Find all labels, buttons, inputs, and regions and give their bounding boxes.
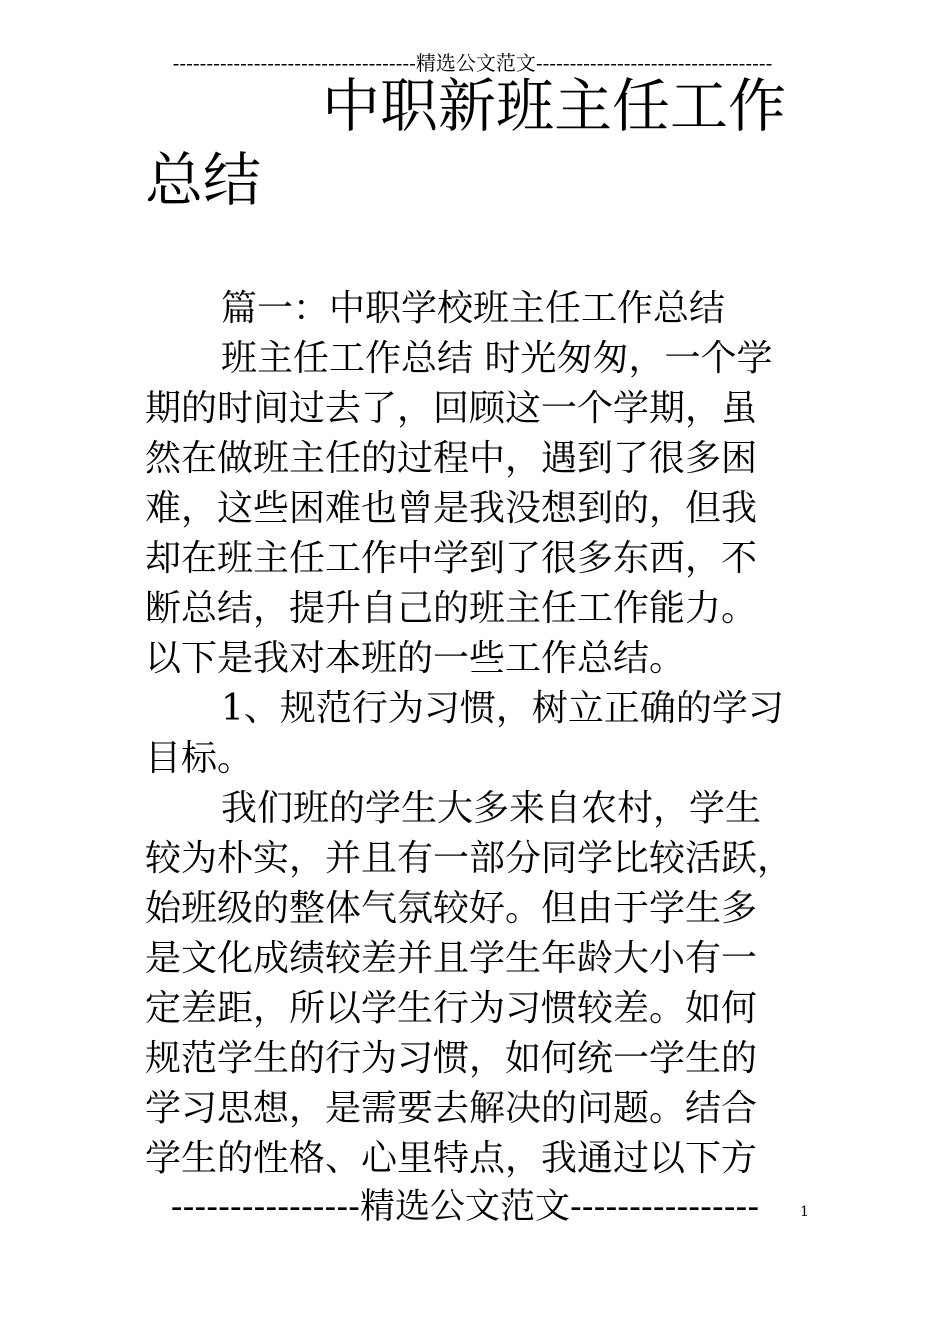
page-footer: ----------------精选公文范文---------------- <box>170 1187 760 1227</box>
page-number: 1 <box>800 1204 809 1220</box>
body-line: 学生的性格、心里特点，我通过以下方 <box>145 1138 758 1179</box>
body-line: 较为朴实，并且有一部分同学比较活跃， <box>145 838 794 879</box>
body-line: 学习思想，是需要去解决的问题。结合 <box>145 1088 758 1129</box>
body-line: 定差距，所以学生行为习惯较差。如何 <box>145 988 758 1029</box>
body-line: 1、规范行为习惯，树立正确的学习 <box>221 688 784 729</box>
body-line: 却在班主任工作中学到了很多东西，不 <box>145 538 758 579</box>
body-line: 目标。 <box>145 738 254 779</box>
document-title-line-1: 中职新班主任工作 <box>322 72 787 140</box>
body-line: 始班级的整体气氛较好。但由于学生多 <box>145 888 758 929</box>
body-line: 难，这些困难也曾是我没想到的，但我 <box>145 488 758 529</box>
body-line: 篇一：中职学校班主任工作总结 <box>221 288 726 329</box>
body-line: 然在做班主任的过程中，遇到了很多困 <box>145 438 758 479</box>
body-line: 断总结，提升自己的班主任工作能力。 <box>145 588 758 629</box>
document-title-line-2: 总结 <box>145 146 262 214</box>
body-line: 期的时间过去了，回顾这一个学期，虽 <box>145 388 758 429</box>
body-line: 我们班的学生大多来自农村，学生 <box>221 788 762 829</box>
page-header: ------------------------------------精选公文范文----------------------------------- <box>172 51 773 75</box>
body-line: 规范学生的行为习惯，如何统一学生的 <box>145 1038 758 1079</box>
body-line: 是文化成绩较差并且学生年龄大小有一 <box>145 938 758 979</box>
document-body <box>145 284 817 1184</box>
body-line: 以下是我对本班的一些工作总结。 <box>145 638 686 679</box>
body-line: 班主任工作总结 时光匆匆，一个学 <box>221 338 773 379</box>
